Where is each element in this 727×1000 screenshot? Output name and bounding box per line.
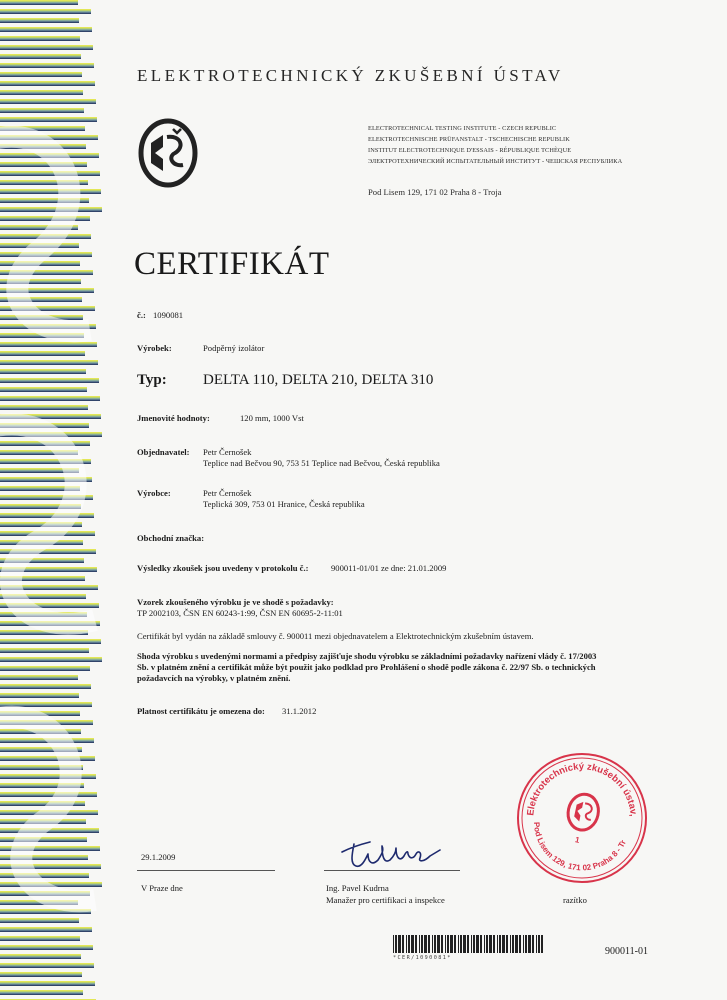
barcode-bar: [499, 935, 501, 953]
ratings-value: 120 mm, 1000 Vst: [240, 413, 304, 423]
barcode-bar: [437, 935, 440, 953]
decorative-stripe: [0, 981, 95, 986]
barcode-bar: [476, 935, 479, 953]
signature-line: [324, 870, 460, 871]
barcode-bar: [506, 935, 508, 953]
decorative-stripe: [0, 189, 101, 194]
decorative-stripe: [0, 927, 92, 932]
sample-standards: TP 2002103, ČSN EN 60243-1:99, ČSN EN 60695-2-11:01: [137, 608, 343, 618]
trademark-label: Obchodní značka:: [137, 533, 205, 543]
barcode-bar: [454, 935, 456, 953]
barcode-bar: [541, 935, 543, 953]
barcode-bar: [398, 935, 401, 953]
decorative-stripe: [0, 387, 87, 392]
conformity-line: Sb. v platném znění a certifikát může být použit jako podklad pro Prohlášení o shodě podle zákona č. 22/97 Sb. o technických: [137, 662, 596, 672]
barcode-bar: [484, 935, 485, 953]
number-label: č.:: [137, 310, 146, 320]
stamp-label: razítko: [563, 895, 587, 905]
ratings-label: Jmenovité hodnoty:: [137, 413, 210, 423]
decorative-stripe: [0, 45, 93, 50]
barcode-bar: [502, 935, 505, 953]
certificate-title: CERTIFIKÁT: [134, 246, 330, 282]
barcode-bar: [402, 935, 404, 953]
results-label: Výsledky zkoušek jsou uvedeny v protokolu č.:: [137, 563, 309, 573]
decorative-stripe: [0, 684, 91, 689]
official-stamp-icon: [512, 748, 652, 888]
barcode-bar: [450, 935, 453, 953]
results-value: 900011-01/01 ze dne: 21.01.2009: [331, 563, 447, 573]
decorative-stripe: [0, 351, 85, 356]
date-line: [137, 870, 275, 871]
barcode-bar: [408, 935, 410, 953]
barcode-bar: [458, 935, 459, 953]
decorative-stripe: [0, 360, 98, 365]
barcode-bar: [415, 935, 417, 953]
institute-name-fr: INSTITUT ELECTROTECHNIQUE D'ESSAIS - RÉPUBLIQUE TCHÈQUE: [368, 147, 572, 154]
decorative-stripe: [0, 918, 79, 923]
barcode-bar: [441, 935, 443, 953]
barcode-bar: [395, 935, 397, 953]
decorative-stripe: [0, 108, 84, 113]
signer-name: Ing. Pavel Kudrna: [326, 883, 389, 893]
barcode-bar: [432, 935, 433, 953]
signer-role: Manažer pro certifikaci a inspekce: [326, 895, 445, 905]
barcode-bar: [486, 935, 488, 953]
barcode-bar: [536, 935, 537, 953]
ezu-logo-icon: [137, 117, 199, 189]
institute-name-ru: ЭЛЕКТРОТЕХНИЧЕСКИЙ ИСПЫТАТЕЛЬНЫЙ ИНСТИТУТ - ЧЕШСКАЯ РЕСПУБЛИКА: [368, 158, 623, 165]
barcode-bar: [445, 935, 446, 953]
institute-address: Pod Lisem 129, 171 02 Praha 8 - Troja: [368, 187, 502, 197]
institute-name: ELEKTROTECHNICKÝ ZKUŠEBNÍ ÚSTAV: [137, 66, 564, 85]
barcode-bar: [428, 935, 430, 953]
manufacturer-address: Teplická 309, 753 01 Hranice, Česká republika: [203, 499, 365, 509]
decorative-stripe: [0, 648, 89, 653]
type-value: DELTA 110, DELTA 210, DELTA 310: [203, 372, 434, 388]
issued-text: Certifikát byl vydán na základě smlouvy č. 900011 mezi objednavatelem a Elektrotechnickým zkušebním ústavem.: [137, 631, 534, 641]
barcode-bar: [497, 935, 498, 953]
stamp-text: Elektrotechnický zkušební ústav,: [525, 761, 639, 817]
decorative-stripe: [0, 90, 83, 95]
barcode-bar: [411, 935, 414, 953]
decorative-stripe: [0, 396, 100, 401]
decorative-stripe: [0, 756, 95, 761]
type-label: Typ:: [137, 372, 167, 388]
decorative-stripe: [0, 657, 102, 662]
decorative-stripe: [0, 666, 90, 671]
decorative-stripe: [0, 513, 94, 518]
validity-date: 31.1.2012: [282, 706, 317, 716]
decorative-stripe: [0, 81, 95, 86]
manufacturer-name: Petr Černošek: [203, 488, 252, 498]
decorative-stripe: [0, 963, 94, 968]
decorative-stripe: [0, 792, 97, 797]
customer-label: Objednavatel:: [137, 447, 190, 457]
certificate-number: 1090081: [153, 310, 184, 320]
customer-address: Teplice nad Bečvou 90, 753 51 Teplice nad Bečvou, Česká republika: [203, 458, 440, 468]
decorative-stripe: [0, 99, 96, 104]
decorative-stripe: [0, 72, 82, 77]
customer-name: Petr Černošek: [203, 447, 252, 457]
barcode-bar: [393, 935, 394, 953]
decorative-stripe: [0, 9, 91, 14]
decorative-stripe: [0, 378, 99, 383]
barcode-bar: [512, 935, 514, 953]
barcode-text: *CER/1090081*: [393, 955, 452, 961]
barcode-bar: [489, 935, 492, 953]
issue-place: V Praze dne: [141, 883, 183, 893]
product-value: Podpěrný izolátor: [203, 343, 265, 353]
sample-label: Vzorek zkoušeného výrobku je ve shodě s požadavky:: [137, 597, 334, 607]
barcode-bar: [471, 935, 472, 953]
barcode-bar: [460, 935, 462, 953]
decorative-stripe: [0, 36, 80, 41]
document-number: 900011-01: [605, 946, 648, 957]
decorative-stripe: [0, 207, 102, 212]
decorative-stripe: [0, 171, 100, 176]
decorative-stripe: [0, 18, 79, 23]
decorative-stripe: [0, 972, 82, 977]
barcode-bar: [532, 935, 534, 953]
barcode-bar: [493, 935, 495, 953]
barcode-bar: [528, 935, 531, 953]
institute-name-de: ELEKTROTECHNISCHE PRÜFANSTALT - TSCHECHISCHE REPUBLIK: [368, 136, 570, 143]
decorative-stripe: [0, 54, 81, 59]
decorative-stripe: [0, 405, 88, 410]
decorative-stripe: [0, 693, 79, 698]
manufacturer-label: Výrobce:: [137, 488, 171, 498]
stamp-address: Pod Lisem 129, 171 02 Praha 8 - Troja: [532, 821, 628, 873]
barcode-bar: [519, 935, 521, 953]
barcode-bar: [473, 935, 475, 953]
decorative-stripe-band: [0, 0, 103, 1000]
decorative-stripe: [0, 117, 97, 122]
decorative-stripe: [0, 0, 78, 5]
barcode-bar: [406, 935, 407, 953]
decorative-stripe: [0, 837, 87, 842]
decorative-stripe: [0, 342, 97, 347]
barcode-bar: [467, 935, 469, 953]
signature-icon: [336, 832, 446, 874]
institute-name-en: ELECTROTECHNICAL TESTING INSTITUTE - CZECH REPUBLIC: [368, 125, 557, 132]
conformity-line: Shoda výrobku s uvedenými normami a předpisy zajišťuje shodu výrobku se základními požadavky nařízení vlády č. 17/2003: [137, 651, 597, 661]
barcode-bar: [538, 935, 540, 953]
decorative-stripe: [0, 639, 101, 644]
barcode-bar: [421, 935, 423, 953]
decorative-stripe: [0, 954, 81, 959]
decorative-stripe: [0, 936, 80, 941]
barcode-bar: [424, 935, 427, 953]
barcode-bar: [523, 935, 524, 953]
decorative-stripe: [0, 27, 92, 32]
barcode-bar: [525, 935, 527, 953]
decorative-stripe: [0, 990, 83, 995]
product-label: Výrobek:: [137, 343, 172, 353]
conformity-line: požadavcích na výrobky, v platném znění.: [137, 673, 291, 683]
barcode-bar: [515, 935, 518, 953]
barcode-bar: [463, 935, 466, 953]
barcode-bar: [434, 935, 436, 953]
barcode-bar: [510, 935, 511, 953]
barcode-bar: [419, 935, 420, 953]
validity-label: Platnost certifikátu je omezena do:: [137, 706, 265, 716]
decorative-stripe: [0, 63, 94, 68]
decorative-stripe: [0, 945, 93, 950]
issue-date: 29.1.2009: [141, 852, 176, 862]
barcode-bar: [447, 935, 449, 953]
decorative-stripe: [0, 369, 86, 374]
stamp-number: 1: [574, 835, 581, 845]
decorative-stripe: [0, 675, 78, 680]
barcode-bar: [480, 935, 482, 953]
